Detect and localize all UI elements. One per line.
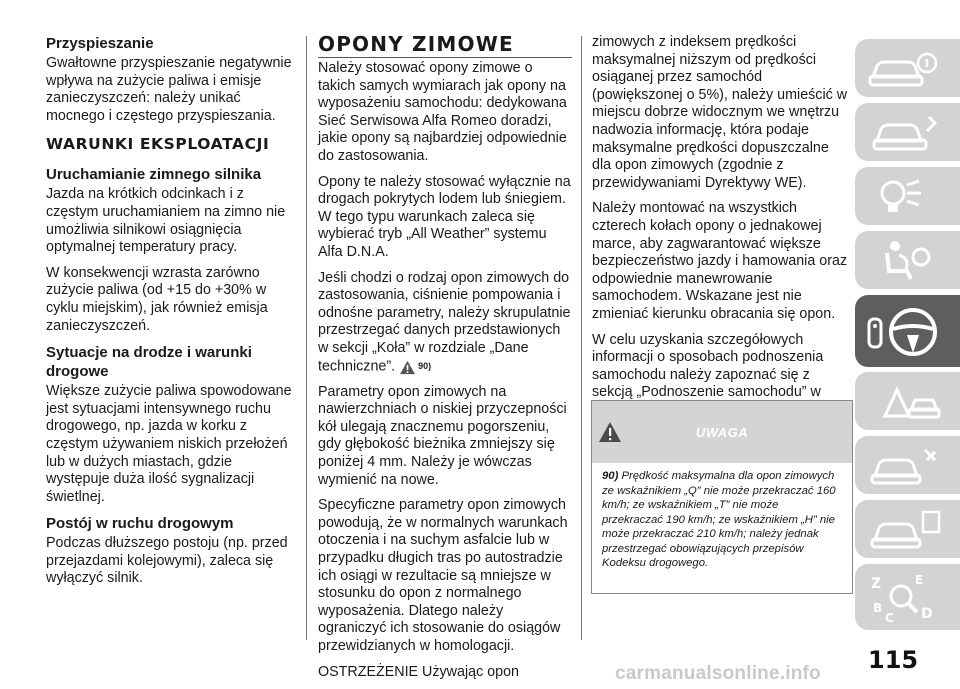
paragraph-winter-5: Specyficzne parametry opon zimowych powodują, że w normalnych warunkach otoczenia i na suchym asfalcie lub w przypadku długich tras po autostradzie ich osiągi w rezultacie są mniejsze w stosunku do opon z normalnego wyposażenia. Dlatego należy ograniczyć ich stosowanie do osiągów przewidzianych w homologacji. [318, 497, 568, 654]
paragraph-cold-start-2: W konsekwencji wzrasta zarówno zużycie paliwa (od +15 do +30% w cyklu miejskim), jak również emisja zanieczyszczeń. [46, 264, 268, 334]
paragraph-speed-index: zimowych z indeksem prędkości maksymalnej niższym od prędkości osiąganej przez samochód (powiększonej o 5%), należy umieścić w miejscu dobrze widocznym we wnętrzu nadwozia informację, która podaje maksymalne prędkości dopuszczalne dla opon zimowych (zgodnie z przewidywaniami Dyrektywy WE). [592, 34, 848, 191]
steering-wheel-key-icon [855, 295, 960, 367]
svg-text:C: C [885, 611, 894, 625]
warning-header [592, 401, 852, 463]
paragraph-acceleration: Gwałtowne przyspieszanie negatywnie wpływa na zużycie paliwa i emisje zanieczyszczeń: należy unikać mocnego i częstego przyspieszania. [46, 55, 292, 124]
paragraph-cold-start-1: Jazda na krótkich odcinkach i z częstym uruchamianiem na zimno nie umożliwia silnikowi osiągnięcia optymalnej temperatury pracy. [46, 186, 286, 256]
tab-starting-driving[interactable] [855, 295, 960, 367]
column-divider [581, 36, 582, 640]
index-letters-icon [855, 564, 960, 630]
svg-text:B: B [873, 601, 883, 615]
heading-traffic-stop: Postój w ruchu drogowym [46, 515, 234, 533]
paragraph-winter-4: Parametry opon zimowych na nawierzchniach o niskiej przyczepności kół ulegają znacznemu pogorszeniu, gdy głębokość bieżnika zmniejszy się poniżej 4 mm. Należy je wówczas wymienić na nowe. [318, 383, 567, 488]
service-wrench-icon [855, 436, 960, 494]
tab-technical-data[interactable] [855, 500, 960, 558]
svg-text:D: D [921, 606, 933, 622]
paragraph-traffic-stop: Podczas dłuższego postoju (np. przed przejazdami kolejowymi), zaleca się wyłączyć silnik. [46, 535, 288, 587]
tab-car-info[interactable] [855, 39, 960, 97]
heading-cold-start: Uruchamianie zimnego silnika [46, 166, 262, 184]
heading-acceleration: Przyspieszanie [46, 35, 154, 52]
chapter-sidebar [855, 0, 960, 686]
tab-safety[interactable] [855, 231, 960, 289]
section-title-winter-tyres: OPONY ZIMOWE [318, 32, 572, 58]
tab-emergency[interactable] [855, 372, 960, 430]
tab-service[interactable] [855, 436, 960, 494]
right-column [592, 34, 850, 427]
reference-number: 90) [418, 360, 432, 371]
paragraph-winter-3: Jeśli chodzi o rodzaj opon zimowych do zastosowania, ciśnienie pompowania i odnośne parametry, należy skrupulatnie przestrzegać danych przedstawionych w sekcji „Koła” w rozdziale „Dane techniczne”. 90) [318, 269, 571, 375]
warning-triangle-icon [399, 360, 416, 375]
paragraph-road-situations: Większe zużycie paliwa spowodowane jest sytuacjami intensywnego ruchu drogowego, np. jazda w korku z częstym używaniem niskich przełożeń lub w dużych miastach, gdzie występuje duża ilość sygnalizacji świetlnej. [46, 383, 292, 505]
car-dashboard-icon [855, 103, 960, 161]
lights-icon [855, 167, 960, 225]
paragraph-winter-1: Należy stosować opony zimowe o takich samych wymiarach jak opony na wyposażeniu samochodu: dedykowana Sieć Serwisowa Alfa Romeo doradzi, jakie opony są najbardziej odpowiednie do zastosowania. [318, 60, 567, 164]
watermark: carmanualsonline.info [615, 663, 821, 684]
paragraph-lifting: W celu uzyskania szczegółowych informacji o sposobach podnoszenia samochodu należy zapoznać się z sekcją „Podnoszenie samochodu” w [592, 331, 824, 401]
left-column [46, 34, 296, 596]
technical-data-icon [855, 500, 960, 558]
page-number: 115 [868, 646, 919, 674]
heading-road-situations: Sytuacje na drodze i warunki drogowe [46, 344, 252, 381]
warning-title: UWAGA [695, 425, 749, 440]
airbag-seat-icon [855, 231, 960, 289]
warning-triangle-car-icon [855, 372, 960, 430]
warning-text: 90) Prędkość maksymalna dla opon zimowych ze wskaźnikiem „Q” nie może przekraczać 160 km/h; ze wskaźnikiem „T” nie może przekraczać 190 km/h; ze wskaźnikiem „H” nie może przekraczać 210 km/h; należy jednak przestrzegać obowiązujących przepisów Kodeksu drogowego. [602, 470, 836, 569]
svg-text:Z: Z [871, 576, 882, 592]
tab-dashboard[interactable] [855, 103, 960, 161]
paragraph-winter-6: OSTRZEŻENIE Używając opon [318, 663, 520, 680]
column-divider [306, 36, 307, 640]
svg-text:E: E [915, 573, 924, 587]
car-info-icon [855, 39, 960, 97]
tab-index[interactable] [855, 564, 960, 630]
middle-column [318, 34, 572, 689]
heading-operating-conditions: WARUNKI EKSPLOATACJI [46, 135, 270, 154]
tab-lights[interactable] [855, 167, 960, 225]
paragraph-winter-2: Opony te należy stosować wyłącznie na drogach pokrytych lodem lub śniegiem. W tego typu warunkach zaleca się wybierać tryb „All Weather” systemu Alfa D.N.A. [318, 173, 571, 260]
warning-number: 90) [602, 470, 619, 482]
paragraph-four-wheels: Należy montować na wszystkich czterech kołach opony o jednakowej marce, aby zagwarantować większe bezpieczeństwo jazdy i hamowania oraz odpowiednie manewrowanie samochodem. Wskazane jest nie zmieniać kierunku obracania się opon. [592, 200, 848, 322]
warning-reference[interactable] [399, 358, 431, 376]
warning-box [591, 400, 853, 594]
